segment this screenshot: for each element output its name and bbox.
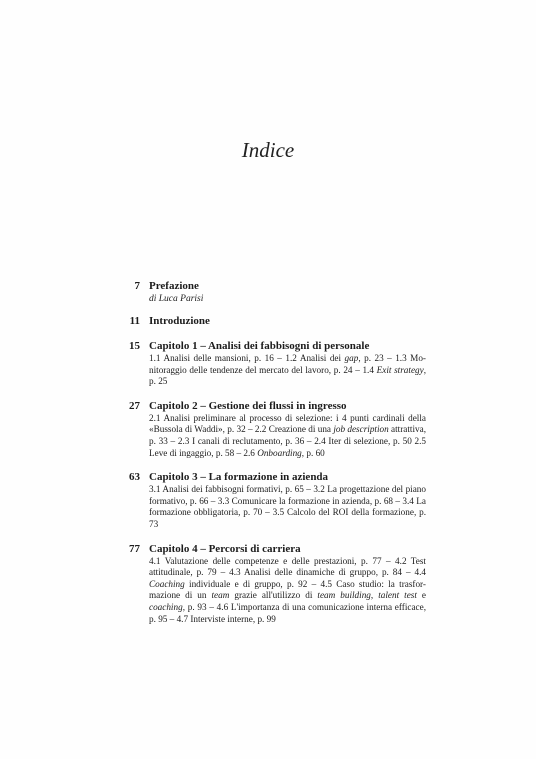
- section-text: mazione di un: [149, 590, 212, 601]
- entry-title: Capitolo 1 – Analisi dei fabbisogni di personale: [149, 340, 370, 352]
- toc-entry-capitolo-2[interactable]: [110, 400, 426, 459]
- italic-term: team building: [317, 590, 371, 601]
- section-text: 2.1 Analisi preliminare al processo di selezione: i 4 punti cardinali della: [149, 412, 426, 423]
- page-number: 77: [129, 542, 140, 555]
- section-text: della formazione, p. 73: [149, 507, 427, 529]
- section-text: p. 93 – 4.6 L'importanza di una comunicazione interna efficace, p. 95: [149, 601, 426, 624]
- entry-title: Capitolo 2 – Gestione dei flussi in ingresso: [149, 399, 347, 412]
- italic-term: Onboarding: [257, 447, 302, 458]
- page-number: 7: [134, 280, 140, 292]
- italic-term: Coaching: [149, 578, 185, 589]
- section-text: 2.5 Leve di ingaggio, p. 58 – 2.6: [149, 435, 427, 458]
- section-text: ,: [423, 364, 426, 375]
- section-text: 4.1 Valutazione delle competenze e delle prestazioni, p. 77 – 4.2 Test: [149, 555, 426, 566]
- section-text: 1.1 Analisi delle mansioni, p. 16 – 1.2 Analisi dei: [149, 353, 345, 363]
- italic-term: gap: [344, 353, 359, 363]
- section-text: , p. 23 – 1.3 Mo-: [358, 353, 426, 363]
- section-text: , p. 60: [301, 447, 325, 458]
- page-number: 15: [129, 340, 140, 352]
- toc-entry-capitolo-3[interactable]: [110, 471, 426, 530]
- entry-title: Capitolo 3 – La formazione in azienda: [149, 471, 329, 484]
- entry-sections: [149, 484, 426, 530]
- toc-entry-introduzione[interactable]: [110, 315, 426, 328]
- page-number: 27: [129, 399, 140, 412]
- page-number: 11: [129, 315, 140, 327]
- toc-entry-prefazione[interactable]: [110, 280, 426, 305]
- section-text: nitoraggio delle tendenze del mercato del lavoro, p. 24 – 1.4: [149, 364, 377, 375]
- section-text: ,: [182, 601, 185, 612]
- italic-term: talent test: [378, 590, 417, 601]
- section-text: 4.4: [414, 567, 426, 578]
- entry-sections: [149, 413, 426, 459]
- section-text: attrattiva,: [388, 424, 426, 435]
- section-text: p. 68 – 3.4 La formazione obbligatoria, p. 70 – 3.5 Calcolo del ROI: [149, 495, 426, 518]
- section-text: ,: [370, 590, 379, 601]
- page-number: 63: [129, 471, 140, 484]
- table-of-contents: [110, 280, 426, 637]
- entry-author: di Luca Parisi: [149, 294, 204, 304]
- section-text: individuale e di gruppo, p. 92 – 4.5 Caso studio: la trasfor-: [184, 578, 426, 589]
- toc-entry-capitolo-4[interactable]: [110, 543, 426, 626]
- entry-title: Introduzione: [149, 315, 210, 327]
- section-text: p. 33 – 2.3 I canali di reclutamento, p. 36 – 2.4 Iter di selezione, p. 50: [149, 435, 412, 446]
- section-text: e: [416, 590, 426, 601]
- entry-title: Prefazione: [149, 280, 199, 292]
- italic-term: team: [211, 590, 230, 601]
- entry-sections: [149, 556, 426, 626]
- italic-term: Exit strategy: [376, 364, 424, 375]
- section-text: grazie all'utilizzo di: [229, 590, 318, 601]
- toc-entry-capitolo-1[interactable]: [110, 340, 426, 388]
- section-text: p. 25: [149, 376, 168, 387]
- section-text: – 4.7 Interviste interne, p. 99: [169, 613, 276, 624]
- section-text: attitudinale, p. 79 – 4.3 Analisi delle dinamiche di gruppo, p. 84 –: [149, 567, 411, 578]
- section-text: 3.1 Analisi dei fabbisogni formativi, p. 65 – 3.2 La progettazione del: [149, 484, 404, 495]
- page-title: Indice: [241, 138, 295, 162]
- italic-term: job description: [333, 424, 389, 435]
- section-text: piano formativo, p. 66 – 3.3 Comunicare la formazione in azienda,: [149, 484, 426, 506]
- section-text: «Bussola di Waddi», p. 32 – 2.2 Creazione di una: [149, 424, 334, 435]
- entry-sections: [149, 353, 426, 388]
- entry-title: Capitolo 4 – Percorsi di carriera: [149, 542, 301, 555]
- italic-term: coaching: [149, 601, 183, 612]
